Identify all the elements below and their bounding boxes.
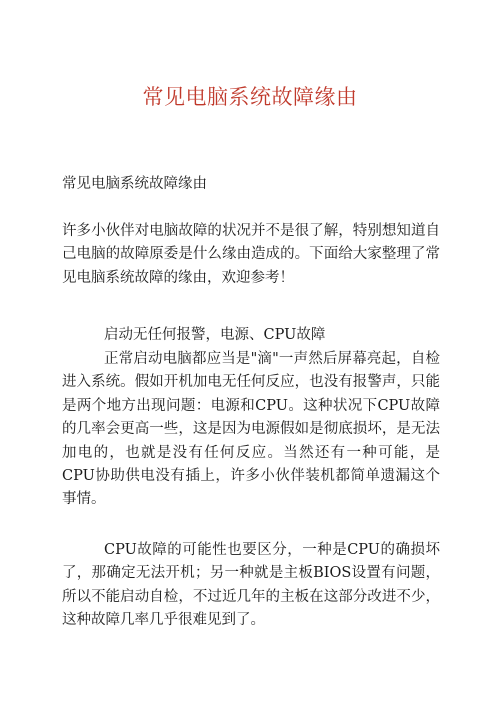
document-title: 常见电脑系统故障缘由 — [142, 85, 358, 109]
body-paragraph-1: 正常启动电脑都应当是"滴"一声然后屏幕亮起，自检进入系统。假如开机加电无任何反应，也没有报警声，只能是两个地方出现问题：电源和CPU。这种状况下CPU故障的几率会更高一些，这是因为电源假如是彻底损坏，是无法加电的，也就是没有任何反应。当然还有一种可能，是CPU协助供电没有插上，许多小伙伴装机都简单遗漏这个事情。 — [62, 351, 440, 508]
document-subtitle: 常见电脑系统故障缘由 — [62, 176, 207, 192]
body-paragraph-2: CPU故障的可能性也要区分，一种是CPU的确损坏了，那确定无法开机；另一种就是主板BIOS设置有问题，所以不能启动自检，不过近几年的主板在这部分改进不少，这种故障几率几乎很难见到了。 — [62, 542, 440, 629]
section-heading: 启动无任何报警，电源、CPU故障 — [104, 327, 326, 343]
intro-paragraph: 许多小伙伴对电脑故障的状况并不是很了解，特别想知道自己电脑的故障原委是什么缘由造成的。下面给大家整理了常见电脑系统故障的缘由，欢迎参考！ — [62, 223, 440, 286]
